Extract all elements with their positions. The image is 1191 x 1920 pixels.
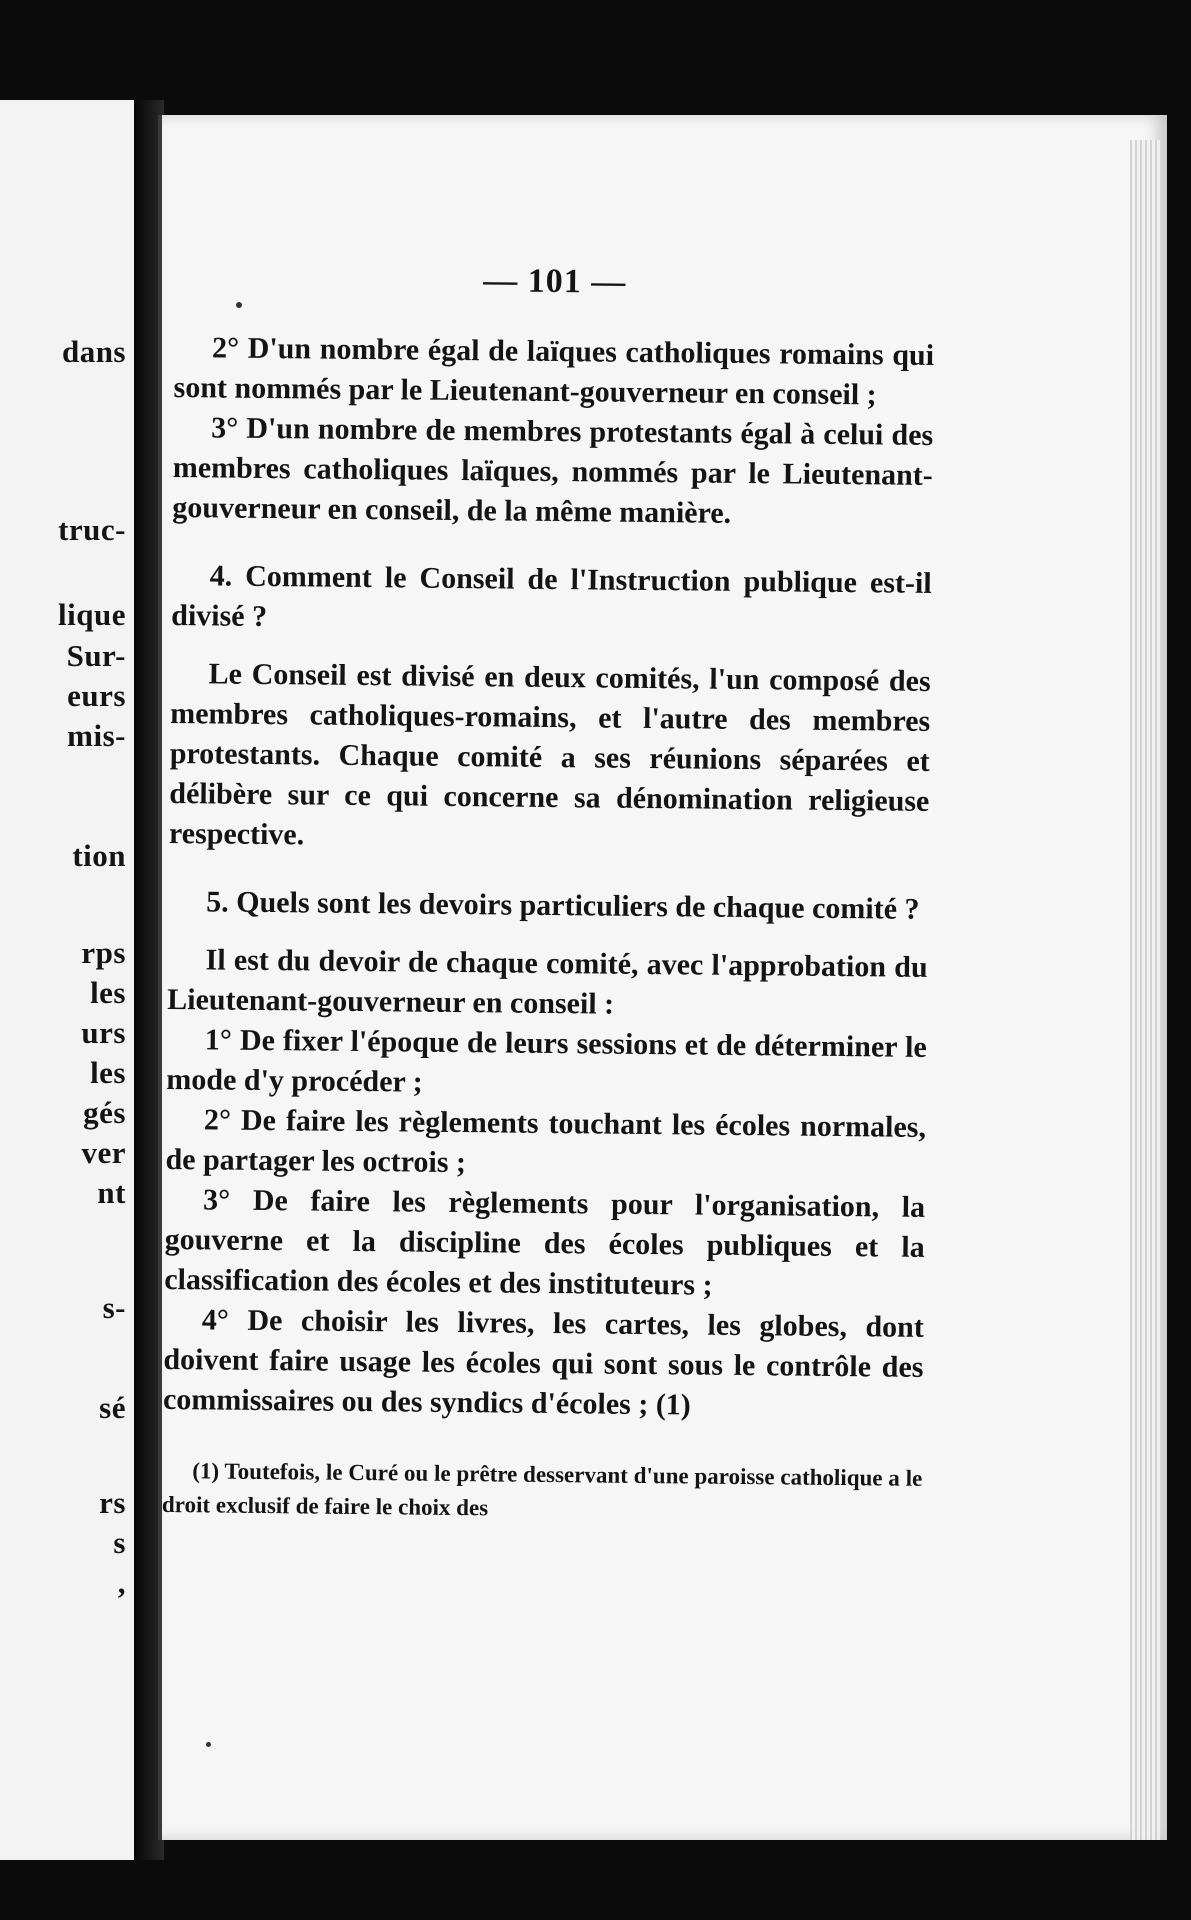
left-page-fragment: Sur- <box>66 638 126 673</box>
left-page-fragment: tion <box>72 838 126 873</box>
left-page-fragment: ver <box>81 1135 126 1170</box>
left-page-fragment: urs <box>81 1015 126 1050</box>
left-page-fragment: dans <box>61 334 126 369</box>
footnote: (1) Toutefois, le Curé ou le prêtre desservant d'une paroisse catholique a le droit exclusif de faire le choix des <box>161 1458 923 1521</box>
question: 4. Comment le Conseil de l'Instruction publique est-il divisé ? <box>171 559 932 633</box>
answer: Le Conseil est divisé en deux comités, l'un composé des membres catholiques-romains, et l'autre des membres protestants. Chaque comité a ses réunions séparées et délibère sur ce qui concerne sa dénomination religieuse respective. <box>168 657 931 852</box>
left-page-fragment: les <box>90 975 126 1010</box>
left-page-fragment: nt <box>97 1175 126 1210</box>
page-text <box>162 258 935 1530</box>
left-page-fragment: rps <box>81 935 126 970</box>
paragraph-item: 3° De faire les règlements pour l'organisation, la gouverne et la discipline des écoles publiques et la classification des écoles et des instituteurs ; <box>164 1183 926 1302</box>
left-page-fragment: , <box>117 1565 126 1600</box>
left-page-fragment: s <box>113 1525 126 1560</box>
page-number: — 101 — <box>483 262 627 301</box>
left-page-fragment: les <box>90 1055 126 1090</box>
ink-speck <box>206 1742 211 1747</box>
left-page-fragment: mis- <box>67 718 126 753</box>
left-facing-page <box>0 100 134 1860</box>
paragraph-item: 2° D'un nombre égal de laïques catholiques romains qui sont nommés par le Lieutenant-gouverneur en conseil ; <box>173 331 935 412</box>
left-page-fragment: sé <box>99 1390 126 1425</box>
question: 5. Quels sont les devoirs particuliers de chaque comité ? <box>206 885 920 926</box>
left-page-fragment: rs <box>99 1485 126 1520</box>
paragraph-item: 3° D'un nombre de membres protestants égal à celui des membres catholiques laïques, nommés par le Lieutenant-gouverneur en conseil, de la même manière. <box>172 411 934 530</box>
left-page-fragment: truc- <box>58 512 126 547</box>
left-page-fragment: gés <box>83 1095 126 1130</box>
answer: Il est du devoir de chaque comité, avec l'approbation du Lieutenant-gouverneur en conseil : <box>167 943 928 1021</box>
paragraph-item: 2° De faire les règlements touchant les écoles normales, de partager les octrois ; <box>165 1103 927 1180</box>
left-page-fragment: lique <box>58 597 126 632</box>
paragraph-item: 1° De fixer l'époque de leurs sessions et de déterminer le mode d'y procéder ; <box>166 1023 927 1099</box>
left-page-fragment: eurs <box>67 678 126 713</box>
paragraph-item: 4° De choisir les livres, les cartes, les globes, dont doivent faire usage les écoles qui sont sous le contrôle des commissaires ou des syndics d'écoles ; (1) <box>162 1303 925 1422</box>
page-edges <box>1130 140 1160 1840</box>
left-page-fragment: s- <box>102 1290 126 1325</box>
